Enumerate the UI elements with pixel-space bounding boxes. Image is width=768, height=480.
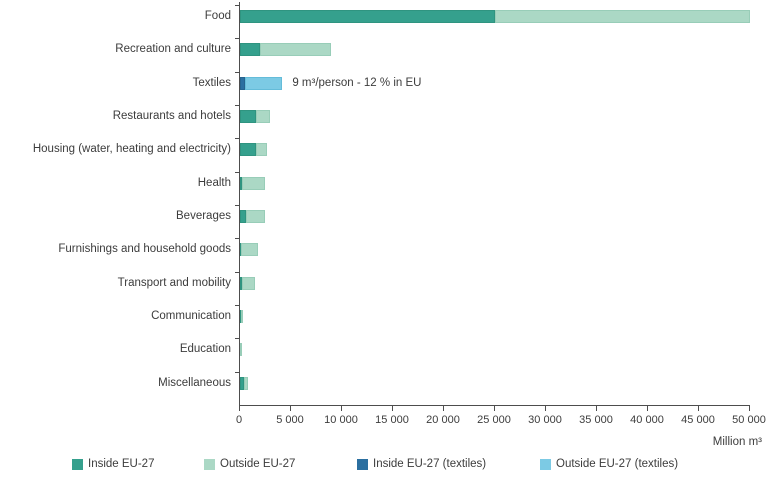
x-tick-mark [239,406,240,411]
y-tick-mark [235,338,239,339]
x-axis-title: Million m³ [712,436,762,448]
bar-segment-inside-eu-27 [240,43,260,56]
bar-segment-outside-eu-27 [256,143,267,156]
bar-segment-outside-eu-27 [241,310,243,323]
legend-label-inside-eu-27: Inside EU-27 [88,458,155,470]
x-tick-mark [494,406,495,411]
bar-segment-outside-eu-27 [256,110,270,123]
y-tick-mark [235,138,239,139]
legend-swatch-inside-eu-27-textiles [357,459,368,470]
x-tick-mark [392,406,393,411]
category-label: Food [204,10,231,22]
bar-segment-outside-eu-27 [240,343,242,356]
bar-segment-outside-eu-27 [244,377,248,390]
category-label: Textiles [192,76,231,89]
category-label: Recreation and culture [115,43,231,56]
bar-segment-outside-eu-27 [241,243,258,256]
x-tick-label: 40 000 [630,414,664,426]
bar-segment-outside-eu-27-textiles [245,77,283,90]
x-tick-mark [749,406,750,411]
x-tick-label: 50 000 [732,414,766,426]
x-tick-label: 5 000 [276,414,304,426]
y-tick-mark [235,38,239,39]
category-label: Communication [151,310,231,322]
bar-segment-inside-eu-27 [240,110,256,123]
x-tick-mark [647,406,648,411]
y-tick-mark [235,238,239,239]
x-tick-mark [443,406,444,411]
legend-label-outside-eu-27-textiles: Outside EU-27 (textiles) [556,458,679,470]
category-label: Miscellaneous [158,376,231,389]
bar-segment-inside-eu-27 [240,10,495,23]
x-tick-label: 30 000 [528,414,562,426]
bar-segment-inside-eu-27 [240,143,256,156]
legend-swatch-inside-eu-27 [72,459,83,470]
x-tick-label: 10 000 [324,414,358,426]
category-label: Restaurants and hotels [112,110,231,122]
x-tick-mark [290,406,291,411]
x-tick-label: 45 000 [681,414,715,426]
legend-swatch-outside-eu-27 [204,459,215,470]
x-tick-mark [698,406,699,411]
x-tick-mark [341,406,342,411]
legend-swatch-outside-eu-27-textiles [540,459,551,470]
x-tick-label: 15 000 [375,414,409,426]
x-tick-mark [545,406,546,411]
y-tick-mark [235,105,239,106]
x-tick-label: 25 000 [477,414,511,426]
textiles-annotation: 9 m³/person - 12 % in EU [292,76,422,89]
category-label: Transport and mobility [117,276,231,289]
y-tick-mark [235,272,239,273]
category-label: Education [179,343,231,356]
bar-segment-outside-eu-27 [260,43,331,56]
bar-segment-outside-eu-27 [495,10,750,23]
y-tick-mark [235,305,239,306]
bar-segment-outside-eu-27 [242,277,255,290]
legend-label-inside-eu-27-textiles: Inside EU-27 (textiles) [373,458,487,470]
legend-label-outside-eu-27: Outside EU-27 [220,458,296,470]
y-tick-mark [235,172,239,173]
y-tick-mark [235,205,239,206]
x-tick-label: 35 000 [579,414,613,426]
bar-segment-outside-eu-27 [246,210,265,223]
x-tick-label: 0 [235,414,243,426]
category-label: Furnishings and household goods [58,243,231,256]
bar-segment-outside-eu-27 [242,177,265,190]
x-tick-label: 20 000 [426,414,460,426]
category-label: Beverages [176,210,231,222]
category-label: Health [197,176,231,189]
y-tick-mark [235,5,239,6]
y-tick-mark [235,372,239,373]
category-label: Housing (water, heating and electricity) [32,143,231,156]
y-tick-mark [235,72,239,73]
x-tick-mark [596,406,597,411]
